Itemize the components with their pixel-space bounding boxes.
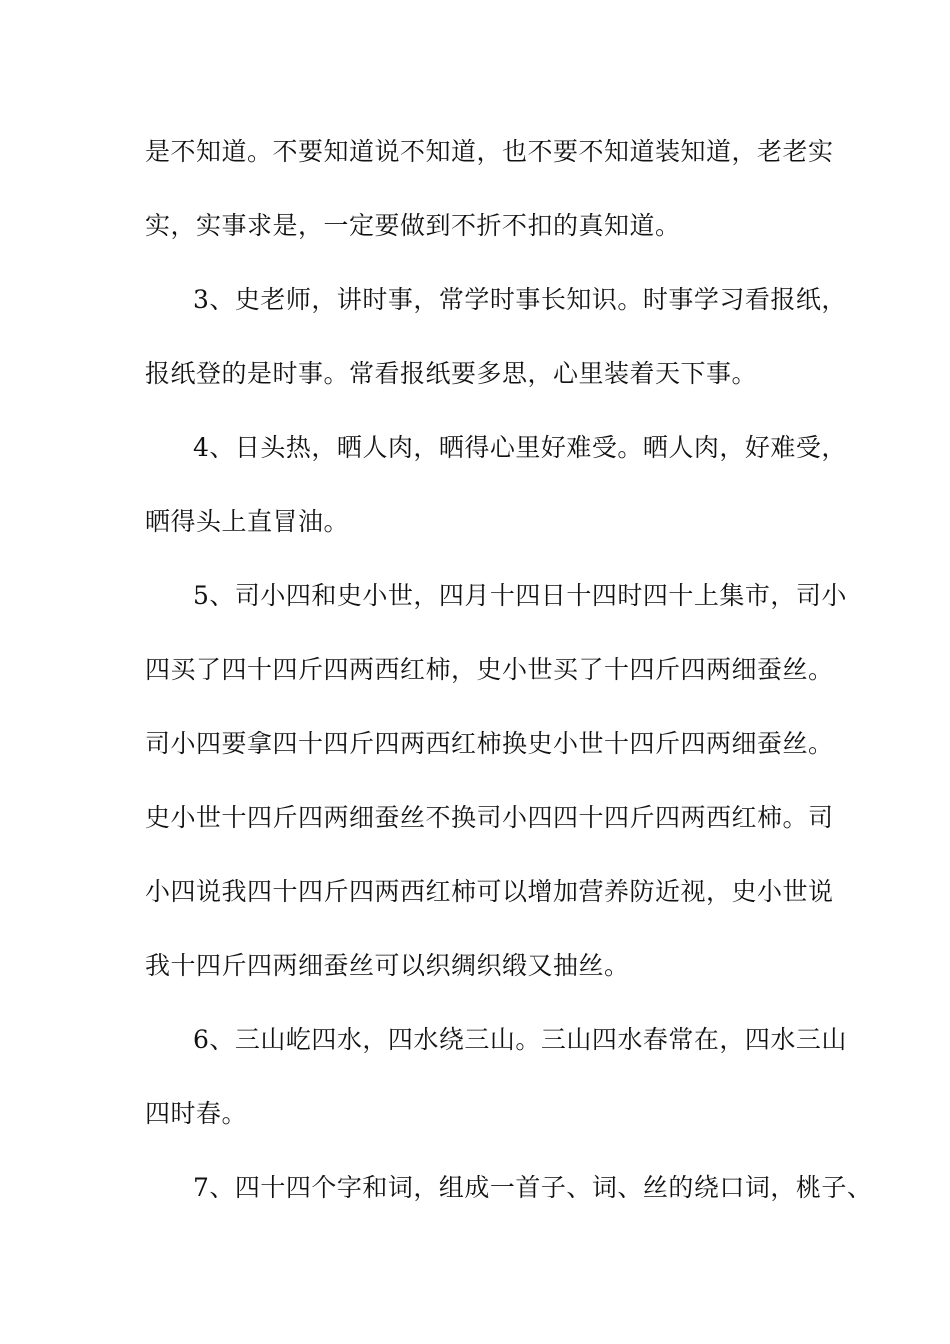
paragraph-4-start: 4、日头热，晒人肉，晒得心里好难受。晒人肉，好难受， — [193, 433, 847, 462]
text-line: 晒得头上直冒油。 — [145, 507, 350, 536]
text-line: 实，实事求是，一定要做到不折不扣的真知道。 — [145, 211, 681, 240]
text-line: 小四说我四十四斤四两西红柿可以增加营养防近视，史小世说 — [145, 877, 834, 906]
text-line: 司小四要拿四十四斤四两西红柿换史小世十四斤四两细蚕丝。 — [145, 729, 834, 758]
text-line: 史小世十四斤四两细蚕丝不换司小四四十四斤四两西红柿。司 — [145, 803, 834, 832]
paragraph-5-start: 5、司小四和史小世，四月十四日十四时四十上集市，司小 — [193, 581, 847, 610]
text-line: 四时春。 — [145, 1099, 248, 1128]
text-line: 我十四斤四两细蚕丝可以织绸织缎又抽丝。 — [145, 951, 630, 980]
text-line: 报纸登的是时事。常看报纸要多思，心里装着天下事。 — [145, 359, 758, 388]
paragraph-3-start: 3、史老师，讲时事，常学时事长知识。时事学习看报纸， — [193, 285, 847, 314]
paragraph-7-start: 7、四十四个字和词，组成一首子、词、丝的绕口词，桃子、 — [193, 1173, 873, 1202]
text-line: 四买了四十四斤四两西红柿，史小世买了十四斤四两细蚕丝。 — [145, 655, 834, 684]
paragraph-6-start: 6、三山屹四水，四水绕三山。三山四水春常在，四水三山 — [193, 1025, 847, 1054]
text-line: 是不知道。不要知道说不知道，也不要不知道装知道，老老实 — [145, 137, 834, 166]
